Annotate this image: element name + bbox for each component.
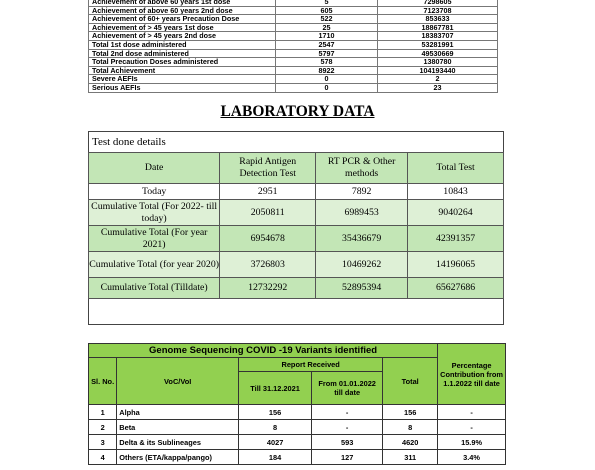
vaccination-today-value: 0: [276, 75, 378, 84]
lab-rapid-value: 2951: [220, 184, 316, 200]
vaccination-today-value: 25: [276, 23, 378, 32]
genome-title: Genome Sequencing COVID -19 Variants identified: [89, 344, 438, 358]
lab-total-value: 10843: [408, 184, 504, 200]
genome-till-value: 184: [239, 450, 312, 465]
lab-row: [89, 252, 504, 278]
vaccination-label: Achievement of > 45 years 1st dose: [89, 23, 276, 32]
vaccination-label: Total Precaution Doses administered: [89, 58, 276, 67]
vaccination-label: Total Achievement: [89, 66, 276, 75]
lab-row-label: Cumulative Total (For 2022- till today): [89, 200, 220, 226]
genome-header-sl: Sl. No.: [89, 358, 117, 405]
vaccination-row: [89, 15, 498, 24]
genome-variant-name: Delta & its Sublineages: [117, 435, 239, 450]
vaccination-total-value: 853633: [378, 15, 498, 24]
vaccination-total-value: 7123708: [378, 6, 498, 15]
vaccination-total-value: 49530669: [378, 49, 498, 58]
lab-row-label: Today: [89, 184, 220, 200]
lab-total-value: 14196065: [408, 252, 504, 278]
lab-total-value: 42391357: [408, 226, 504, 252]
lab-rtpcr-value: 6989453: [316, 200, 408, 226]
vaccination-today-value: 605: [276, 6, 378, 15]
genome-variant-name: Beta: [117, 420, 239, 435]
genome-variant-name: Alpha: [117, 405, 239, 420]
vaccination-today-value: 8922: [276, 66, 378, 75]
genome-header-till: Till 31.12.2021: [239, 372, 312, 405]
vaccination-total-value: 7298605: [378, 0, 498, 6]
genome-header-total: Total: [383, 358, 438, 405]
genome-total-value: 8: [383, 420, 438, 435]
genome-pct-value: -: [438, 420, 506, 435]
genome-till-value: 8: [239, 420, 312, 435]
genome-total-value: 156: [383, 405, 438, 420]
vaccination-label: Achievement of above 60 years 2nd dose: [89, 6, 276, 15]
vaccination-total-value: 23: [378, 83, 498, 92]
lab-header-rapid: Rapid Antigen Detection Test: [220, 153, 316, 184]
lab-row: [89, 278, 504, 299]
vaccination-row: [89, 32, 498, 41]
vaccination-today-value: 2547: [276, 40, 378, 49]
genome-header-voc: VoC/VoI: [117, 358, 239, 405]
genome-row: [89, 405, 506, 420]
lab-row-label: Cumulative Total (Tilldate): [89, 278, 220, 299]
lab-data-table: [88, 152, 504, 299]
genome-pct-value: 3.4%: [438, 450, 506, 465]
genome-title-row: [89, 344, 506, 358]
genome-header-from: From 01.01.2022 till date: [312, 372, 383, 405]
vaccination-row: [89, 58, 498, 67]
vaccination-today-value: 5: [276, 0, 378, 6]
genome-row: [89, 420, 506, 435]
vaccination-today-value: 5797: [276, 49, 378, 58]
vaccination-row: [89, 66, 498, 75]
lab-row: [89, 200, 504, 226]
genome-sl: 3: [89, 435, 117, 450]
lab-header-total: Total Test: [408, 153, 504, 184]
vaccination-total-value: 104193440: [378, 66, 498, 75]
genome-variant-name: Others (ETA/kappa/pango): [117, 450, 239, 465]
lab-rapid-value: 3726803: [220, 252, 316, 278]
vaccination-total-value: 1380780: [378, 58, 498, 67]
vaccination-today-value: 0: [276, 83, 378, 92]
lab-row-label: Cumulative Total (For year 2021): [89, 226, 220, 252]
genome-from-value: -: [312, 405, 383, 420]
genome-from-value: -: [312, 420, 383, 435]
test-details-label: Test done details: [92, 136, 166, 148]
genome-row: [89, 435, 506, 450]
genome-from-value: 127: [312, 450, 383, 465]
lab-header-rtpcr: RT PCR & Other methods: [316, 153, 408, 184]
genome-from-value: 593: [312, 435, 383, 450]
vaccination-today-value: 578: [276, 58, 378, 67]
vaccination-row: [89, 6, 498, 15]
vaccination-row: [89, 40, 498, 49]
vaccination-row: [89, 49, 498, 58]
vaccination-today-value: 1710: [276, 32, 378, 41]
genome-sl: 4: [89, 450, 117, 465]
lab-rapid-value: 2050811: [220, 200, 316, 226]
lab-rtpcr-value: 35436679: [316, 226, 408, 252]
vaccination-today-value: 522: [276, 15, 378, 24]
vaccination-total-value: 18867781: [378, 23, 498, 32]
lab-row: [89, 184, 504, 200]
vaccination-row: [89, 75, 498, 84]
vaccination-label: Achievement of above 60 years 1st dose: [89, 0, 276, 6]
lab-total-value: 9040264: [408, 200, 504, 226]
vaccination-total-value: 53281991: [378, 40, 498, 49]
vaccination-label: Severe AEFIs: [89, 75, 276, 84]
lab-header-row: [89, 153, 504, 184]
lab-data-title: LABORATORY DATA: [220, 103, 375, 120]
lab-row-label: Cumulative Total (for year 2020): [89, 252, 220, 278]
genome-till-value: 4027: [239, 435, 312, 450]
vaccination-label: Total 1st dose administered: [89, 40, 276, 49]
genome-table: [88, 343, 506, 465]
vaccination-label: Achievement of 60+ years Precaution Dose: [89, 15, 276, 24]
genome-till-value: 156: [239, 405, 312, 420]
vaccination-row: [89, 83, 498, 92]
vaccination-table: [88, 0, 498, 93]
genome-total-value: 4620: [383, 435, 438, 450]
vaccination-label: Serious AEFIs: [89, 83, 276, 92]
vaccination-label: Achievement of > 45 years 2nd dose: [89, 32, 276, 41]
lab-rtpcr-value: 10469262: [316, 252, 408, 278]
vaccination-total-value: 2: [378, 75, 498, 84]
genome-header-report: Report Received: [239, 358, 383, 372]
genome-sl: 2: [89, 420, 117, 435]
vaccination-total-value: 18383707: [378, 32, 498, 41]
lab-rtpcr-value: 7892: [316, 184, 408, 200]
lab-rapid-value: 12732292: [220, 278, 316, 299]
lab-header-date: Date: [89, 153, 220, 184]
lab-total-value: 65627686: [408, 278, 504, 299]
genome-pct-value: -: [438, 405, 506, 420]
lab-row: [89, 226, 504, 252]
genome-sl: 1: [89, 405, 117, 420]
vaccination-row: [89, 23, 498, 32]
genome-pct-value: 15.9%: [438, 435, 506, 450]
genome-row: [89, 450, 506, 465]
lab-rtpcr-value: 52895394: [316, 278, 408, 299]
genome-total-value: 311: [383, 450, 438, 465]
lab-rapid-value: 6954678: [220, 226, 316, 252]
genome-header-pct: Percentage Contribution from 1.1.2022 till date: [438, 344, 506, 405]
vaccination-label: Total 2nd dose administered: [89, 49, 276, 58]
